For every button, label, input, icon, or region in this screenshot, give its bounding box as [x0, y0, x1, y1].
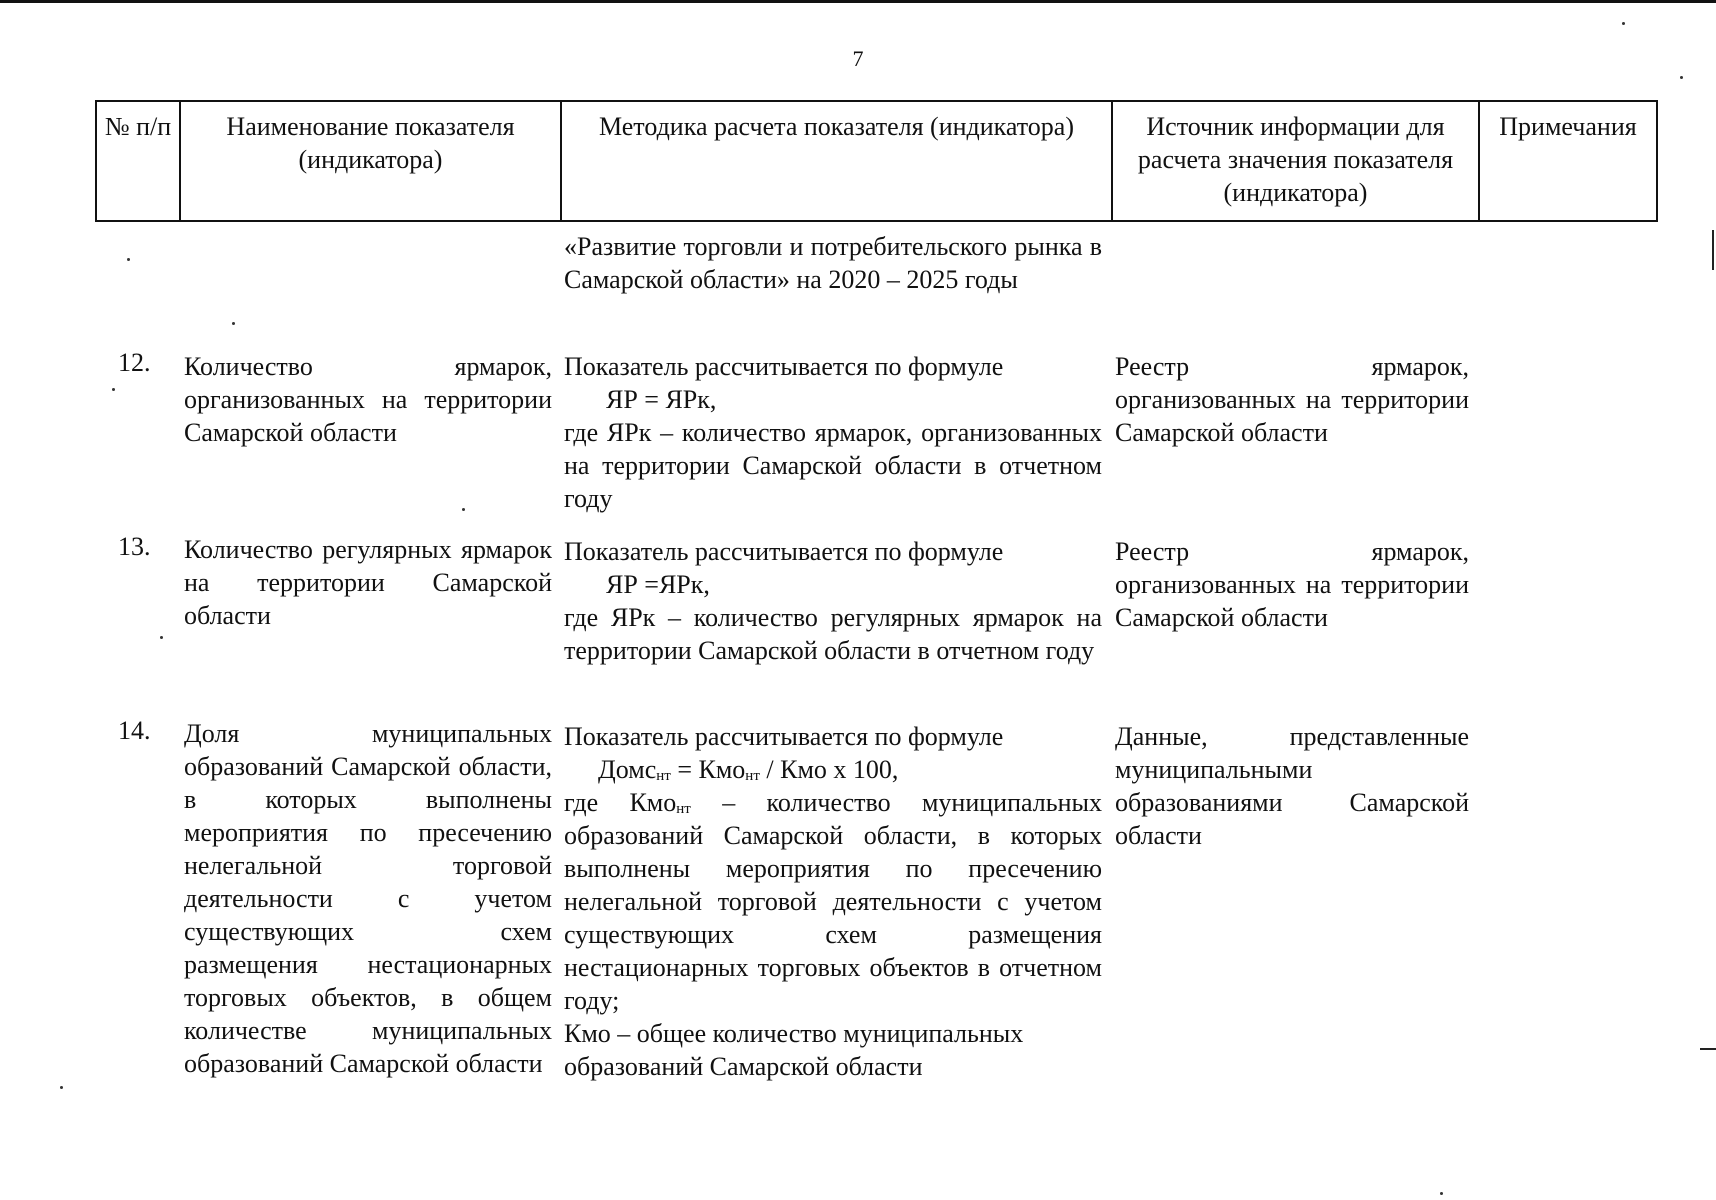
scan-speck	[1440, 1192, 1443, 1195]
header-notes: Примечания	[1499, 112, 1637, 141]
row-number: 12.	[118, 348, 151, 377]
information-source: Реестр ярмарок, организованных на территории Самарской области	[1115, 352, 1469, 447]
header-num: № п/п	[97, 102, 181, 220]
header-method: Методика расчета показателя (индикатора)	[562, 102, 1113, 220]
page-number: 7	[852, 46, 864, 71]
formula: Домс$_{нт}$ = Кмо$_{нт}$ / Кмо х 100,	[598, 755, 899, 784]
scan-speck	[160, 636, 163, 639]
scan-speck	[1680, 76, 1683, 79]
continuation-method-text: «Развитие торговли и потребительского рынка в Самарской области» на 2020 – 2025 годы	[564, 232, 1102, 294]
scan-speck	[127, 258, 130, 261]
scan-speck	[232, 322, 235, 325]
scan-speck	[112, 388, 115, 391]
indicator-name: Количество регулярных ярмарок на территории Самарской области	[184, 535, 552, 630]
table-header	[95, 100, 1658, 222]
method-intro: Показатель рассчитывается по формуле	[564, 352, 1004, 381]
scan-speck	[462, 508, 465, 511]
scan-speck	[1622, 22, 1625, 25]
scan-speck	[60, 1086, 63, 1089]
method-intro: Показатель рассчитывается по формуле	[564, 537, 1004, 566]
formula: ЯР = ЯРк,	[606, 385, 717, 414]
row-number: 14.	[118, 716, 151, 745]
method-definition: где Кмо$_{нт}$ – количество муниципальных образований Самарской области, в которых выполнены мероприятия по пресечению нелегальной торговой деятельности с учетом существующих схем размещения нестационарных торговых объектов в отчетном году;	[564, 788, 1102, 1015]
calculation-method	[564, 535, 1102, 667]
edge-mark	[1712, 230, 1714, 270]
header-name: Наименование показателя (индикатора)	[181, 102, 562, 220]
margin-mark	[1700, 1048, 1716, 1050]
indicator-name: Доля муниципальных образований Самарской области, в которых выполнены мероприятия по пресечению нелегальной торговой деятельности с учетом существующих схем размещения нестационарных торговых объектов, в общем количестве муниципальных образований Самарской области	[184, 719, 552, 1078]
method-intro: Показатель рассчитывается по формуле	[564, 722, 1004, 751]
information-source: Реестр ярмарок, организованных на территории Самарской области	[1115, 537, 1469, 632]
calculation-method	[564, 720, 1102, 1083]
information-source: Данные, представленные муниципальными образованиями Самарской области	[1115, 722, 1469, 850]
indicator-name: Количество ярмарок, организованных на территории Самарской области	[184, 352, 552, 447]
row-number: 13.	[118, 532, 151, 561]
header-source: Источник информации для расчета значения показателя (индикатора)	[1113, 102, 1480, 220]
top-border-rule	[0, 0, 1716, 3]
calculation-method	[564, 350, 1102, 515]
method-definition-2: Кмо – общее количество муниципальных образований Самарской области	[564, 1019, 1024, 1081]
method-definition: где ЯРк – количество регулярных ярмарок на территории Самарской области в отчетном году	[564, 603, 1102, 665]
formula: ЯР =ЯРк,	[606, 570, 710, 599]
method-definition: где ЯРк – количество ярмарок, организованных на территории Самарской области в отчетном году	[564, 418, 1102, 513]
